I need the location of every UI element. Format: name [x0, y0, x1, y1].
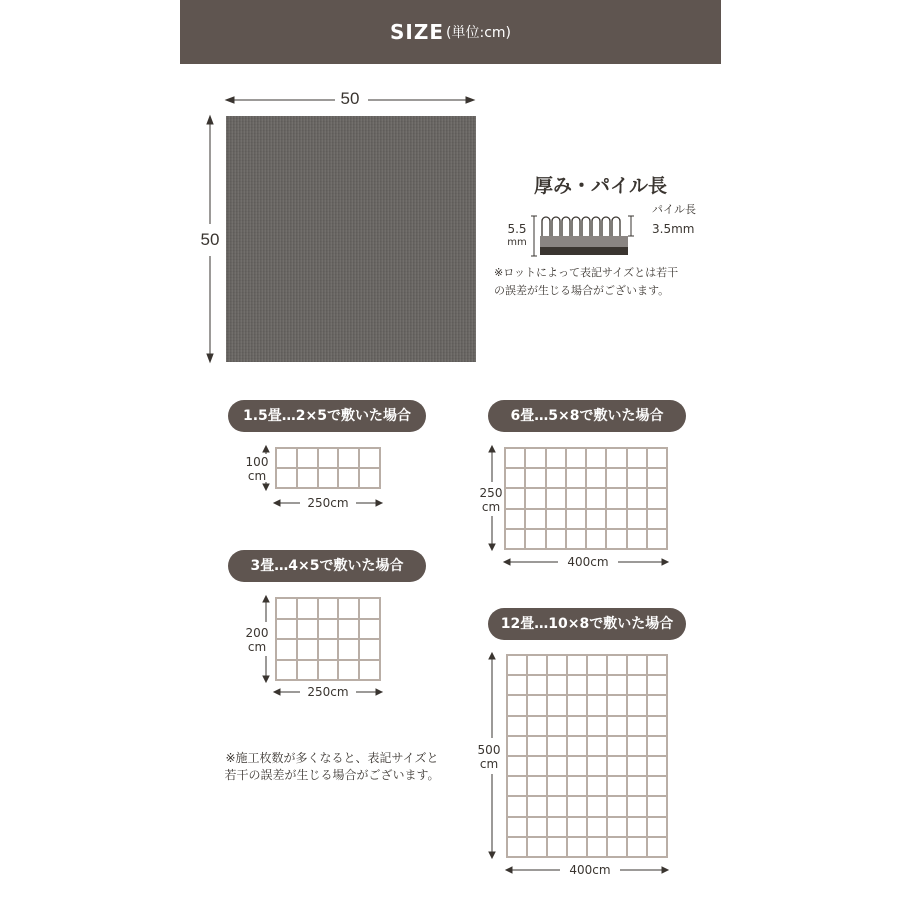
- layout-label-1-5-jo: 1.5畳…2×5で敷いた場合: [228, 400, 426, 432]
- layout-width-6-jo: 400cm: [558, 555, 618, 569]
- bottom-note: [212, 750, 452, 784]
- bottom-note-line2: 若干の誤差が生じる場合がございます。: [224, 768, 440, 782]
- height-unit: cm: [481, 500, 501, 514]
- height-value: 200: [245, 626, 269, 640]
- header-title: SIZE: [390, 20, 445, 44]
- height-unit: cm: [247, 469, 267, 483]
- thickness-note-line2: の誤差が生じる場合がございます。: [494, 284, 670, 297]
- header-unit: (単位:cm): [446, 25, 511, 41]
- layout-width-12-jo: 400cm: [560, 863, 620, 877]
- pile-length-label: パイル長: [652, 203, 696, 216]
- total-thickness-value: 5.5: [507, 222, 527, 236]
- layout-label-6-jo: 6畳…5×8で敷いた場合: [488, 400, 686, 432]
- pile-length-value: 3.5mm: [652, 222, 695, 236]
- layout-label-3-jo: 3畳…4×5で敷いた場合: [228, 550, 426, 582]
- height-unit: cm: [247, 640, 267, 654]
- tile-width-label: 50: [340, 89, 360, 108]
- layout-width-3-jo: 250cm: [300, 685, 356, 699]
- total-thickness-unit: mm: [507, 237, 527, 248]
- height-value: 250: [479, 486, 503, 500]
- height-unit: cm: [479, 757, 499, 771]
- thickness-note-line1: ※ロットによって表記サイズとは若干: [494, 266, 679, 279]
- height-value: 100: [245, 455, 269, 469]
- height-value: 500: [477, 743, 501, 757]
- layout-label-12-jo: 12畳…10×8で敷いた場合: [488, 608, 686, 640]
- layout-width-1-5-jo: 250cm: [300, 496, 356, 510]
- thickness-title: 厚み・パイル長: [534, 175, 668, 197]
- bottom-note-line1: ※施工枚数が多くなると、表記サイズと: [225, 751, 439, 765]
- tile-height-label: 50: [200, 230, 220, 249]
